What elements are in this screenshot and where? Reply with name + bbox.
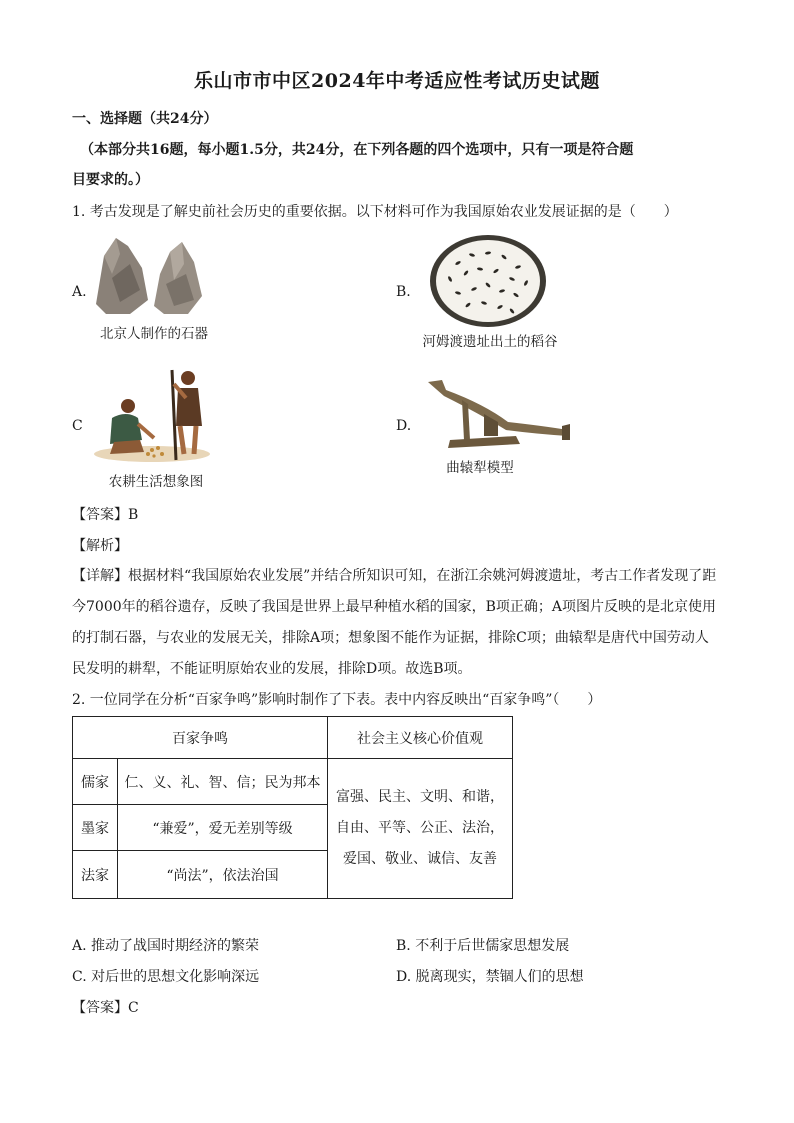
q1-detail-line-2: 今7000年的稻谷遗存，反映了我国是世界上最早种植水稻的国家，B项正确；A项图片反映的是北京使用 <box>72 599 717 615</box>
q2-option-a-text: 推动了战国时期经济的繁荣 <box>91 938 260 954</box>
q2-school-content: 仁、义、礼、智、信；民为邦本 <box>118 759 328 805</box>
q2-option-a <box>72 935 259 955</box>
curved-plough-image <box>424 374 574 454</box>
q2-core-values-line-1: 富强、民主、文明、和谐， <box>336 789 504 805</box>
q2-school-content: “兼爱”，爱无差别等级 <box>118 805 328 851</box>
q2-answer-label: 【答案】 <box>72 1000 128 1016</box>
table-row <box>73 759 513 805</box>
q1-option-d-caption: 曲辕犁模型 <box>446 460 514 476</box>
q2-answer <box>72 998 139 1018</box>
q1-detail <box>72 561 732 685</box>
q1-option-b-caption: 河姆渡遗址出土的稻谷 <box>422 334 558 350</box>
q1-answer-value: B <box>128 507 139 523</box>
q1-detail-line-1: 【详解】根据材料“我国原始农业发展”并结合所知识可知，在浙江余姚河姆渡遗址，考古工作者发现了距 <box>72 568 717 584</box>
q2-comparison-table <box>72 716 513 899</box>
rice-grains-image <box>428 233 548 329</box>
q1-answer-label: 【答案】 <box>72 507 128 523</box>
q2-option-d <box>396 966 584 986</box>
q1-option-c-letter: C <box>72 418 83 434</box>
q1-analysis-label: 【解析】 <box>72 538 128 554</box>
q2-option-c <box>72 966 259 986</box>
q2-core-values-line-2: 自由、平等、公正、法治， <box>336 820 504 836</box>
q2-option-d-text: 脱离现实，禁锢人们的思想 <box>415 969 584 985</box>
page-title: 乐山市市中区2024年中考适应性考试历史试题 <box>194 70 600 92</box>
q2-core-values-cell <box>328 759 513 899</box>
section-instruction-line1: （本部分共16题，每小题1.5分，共24分，在下列各题的四个选项中，只有一项是符合题 <box>80 142 634 158</box>
q2-option-b-letter: B. <box>396 938 411 954</box>
section-instruction-line2: 目要求的。） <box>72 172 149 188</box>
q2-option-d-letter: D. <box>396 969 412 985</box>
q2-option-c-text: 对后世的思想文化影响深远 <box>91 969 260 985</box>
q1-option-a-caption: 北京人制作的石器 <box>100 326 208 342</box>
q2-core-values-line-3: 爱国、敬业、诚信、友善 <box>343 851 497 867</box>
q2-option-a-letter: A. <box>72 938 87 954</box>
q1-option-b-letter: B. <box>396 284 411 300</box>
q1-option-c-caption: 农耕生活想象图 <box>108 474 204 490</box>
farming-scene-image <box>92 364 220 464</box>
q2-school-content: “尚法”，依法治国 <box>118 851 328 899</box>
q2-option-b-text: 不利于后世儒家思想发展 <box>415 938 570 954</box>
q1-detail-line-3: 的打制石器，与农业的发展无关，排除A项；想象图不能作为证据，排除C项；曲辕犁是唐代中国劳动人 <box>72 630 709 646</box>
q2-school-name: 儒家 <box>73 759 118 805</box>
q2-table-header-right: 社会主义核心价值观 <box>328 717 513 759</box>
q2-stem: 2. 一位同学在分析“百家争鸣”影响时制作了下表。表中内容反映出“百家争鸣”（ ） <box>72 692 602 708</box>
q2-school-name: 法家 <box>73 851 118 899</box>
stone-tools-image <box>90 234 210 318</box>
q2-option-b <box>396 935 569 955</box>
q2-option-c-letter: C. <box>72 969 87 985</box>
q1-option-d-letter: D. <box>396 418 412 434</box>
q2-school-name: 墨家 <box>73 805 118 851</box>
q1-answer <box>72 505 138 525</box>
q2-answer-value: C <box>128 1000 139 1016</box>
q1-detail-line-4: 民发明的耕犁，不能证明原始农业的发展，排除D项。故选B项。 <box>72 661 472 677</box>
q1-option-a-letter: A. <box>72 284 87 300</box>
q1-stem: 1. 考古发现是了解史前社会历史的重要依据。以下材料可作为我国原始农业发展证据的是（ ） <box>72 204 678 220</box>
section-heading: 一、选择题（共24分） <box>72 111 218 127</box>
q2-table-header-left: 百家争鸣 <box>73 717 328 759</box>
